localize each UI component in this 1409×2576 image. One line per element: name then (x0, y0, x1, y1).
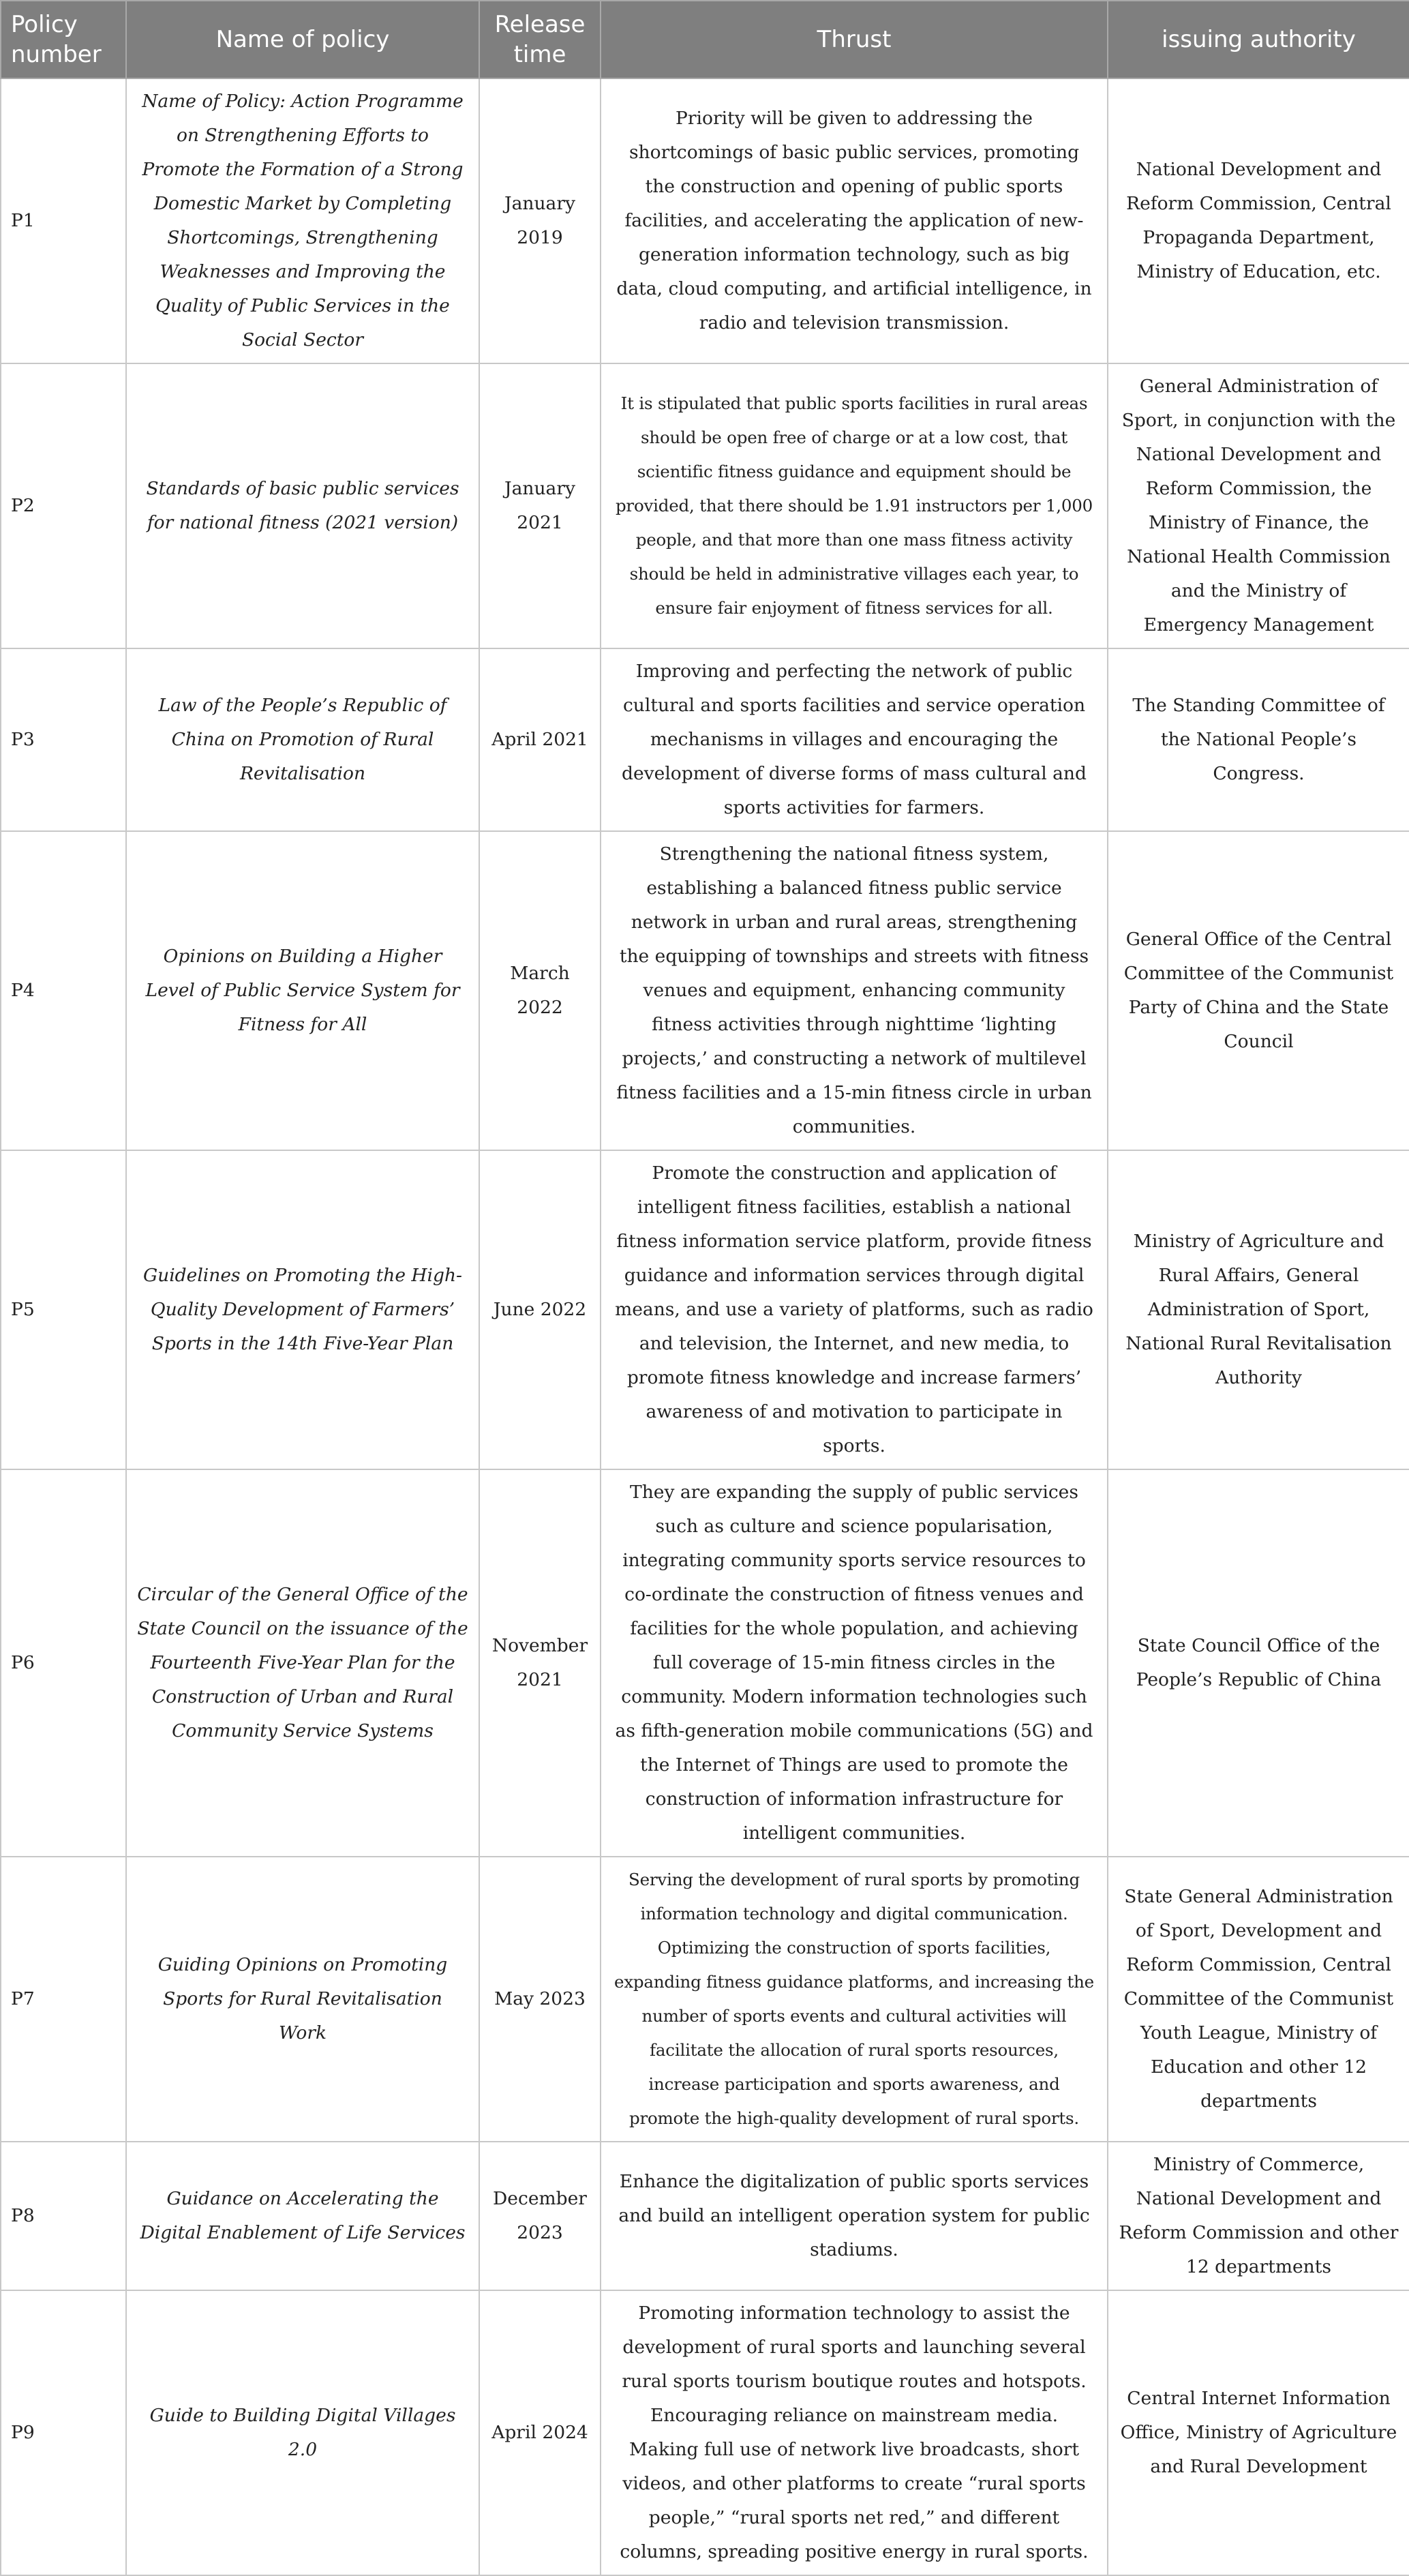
policy-number-cell: P2 (1, 363, 126, 648)
policy-number-cell: P7 (1, 1857, 126, 2142)
thrust-cell: Improving and perfecting the network of public cultural and sports facilities and service operation mechanisms in villages and encouraging the development of diverse forms of mass cultural and sports activities for farmers. (601, 648, 1108, 831)
issuing-authority-cell: Ministry of Agriculture and Rural Affairs, General Administration of Sport, National Rural Revitalisation Authority (1108, 1150, 1409, 1469)
release-time-cell: January 2021 (479, 363, 601, 648)
table-row (1, 363, 1409, 648)
thrust-cell: Enhance the digitalization of public sports services and build an intelligent operation system for public stadiums. (601, 2142, 1108, 2290)
policy-name-cell: Circular of the General Office of the State Council on the issuance of the Fourteenth Five-Year Plan for the Construction of Urban and Rural Community Service Systems (126, 1469, 479, 1857)
header-issuing-authority: issuing authority (1108, 1, 1409, 78)
header-name-of-policy: Name of policy (126, 1, 479, 78)
thrust-cell: Priority will be given to addressing the shortcomings of basic public services, promoting the construction and opening of public sports facilities, and accelerating the application of new-generation information technology, such as big data, cloud computing, and artificial intelligence, in radio and television transmission. (601, 78, 1108, 363)
issuing-authority-cell: The Standing Committee of the National People’s Congress. (1108, 648, 1409, 831)
policy-number-cell: P8 (1, 2142, 126, 2290)
thrust-cell: Promote the construction and application of intelligent fitness facilities, establish a national fitness information service platform, provide fitness guidance and information services through digital means, and use a variety of platforms, such as radio and television, the Internet, and new media, to promote fitness knowledge and increase farmers’ awareness of and motivation to participate in sports. (601, 1150, 1108, 1469)
issuing-authority-cell: Central Internet Information Office, Ministry of Agriculture and Rural Development (1108, 2290, 1409, 2575)
table-row (1, 2142, 1409, 2290)
header-row (1, 1, 1409, 78)
table-row (1, 78, 1409, 363)
table-row (1, 648, 1409, 831)
release-time-cell: April 2021 (479, 648, 601, 831)
policy-number-cell: P3 (1, 648, 126, 831)
policy-name-cell: Guidelines on Promoting the High-Quality Development of Farmers’ Sports in the 14th Five-Year Plan (126, 1150, 479, 1469)
thrust-cell: Promoting information technology to assist the development of rural sports and launching several rural sports tourism boutique routes and hotspots. Encouraging reliance on mainstream media. Making full use of network live broadcasts, short videos, and other platforms to create “rural sports people,” “rural sports net red,” and different columns, spreading positive energy in rural sports. (601, 2290, 1108, 2575)
header-policy-number: Policy number (1, 1, 126, 78)
policy-number-cell: P4 (1, 831, 126, 1150)
table-row (1, 831, 1409, 1150)
table-row (1, 1469, 1409, 1857)
issuing-authority-cell: General Office of the Central Committee of the Communist Party of China and the State Council (1108, 831, 1409, 1150)
release-time-cell: November 2021 (479, 1469, 601, 1857)
release-time-cell: January 2019 (479, 78, 601, 363)
policy-name-cell: Opinions on Building a Higher Level of Public Service System for Fitness for All (126, 831, 479, 1150)
policy-name-cell: Standards of basic public services for national fitness (2021 version) (126, 363, 479, 648)
table-row (1, 1857, 1409, 2142)
release-time-cell: May 2023 (479, 1857, 601, 2142)
issuing-authority-cell: National Development and Reform Commission, Central Propaganda Department, Ministry of Education, etc. (1108, 78, 1409, 363)
policy-number-cell: P6 (1, 1469, 126, 1857)
release-time-cell: March 2022 (479, 831, 601, 1150)
release-time-cell: June 2022 (479, 1150, 601, 1469)
header-release-time: Release time (479, 1, 601, 78)
policy-name-cell: Guidance on Accelerating the Digital Enablement of Life Services (126, 2142, 479, 2290)
issuing-authority-cell: Ministry of Commerce, National Development and Reform Commission and other 12 departments (1108, 2142, 1409, 2290)
table-row (1, 1150, 1409, 1469)
header-thrust: Thrust (601, 1, 1108, 78)
thrust-cell: Strengthening the national fitness system, establishing a balanced fitness public service network in urban and rural areas, strengthening the equipping of townships and streets with fitness venues and equipment, enhancing community fitness activities through nighttime ‘lighting projects,’ and constructing a network of multilevel fitness facilities and a 15-min fitness circle in urban communities. (601, 831, 1108, 1150)
policy-number-cell: P1 (1, 78, 126, 363)
issuing-authority-cell: State General Administration of Sport, Development and Reform Commission, Central Committee of the Communist Youth League, Ministry of Education and other 12 departments (1108, 1857, 1409, 2142)
issuing-authority-cell: State Council Office of the People’s Republic of China (1108, 1469, 1409, 1857)
policy-name-cell: Law of the People’s Republic of China on Promotion of Rural Revitalisation (126, 648, 479, 831)
thrust-cell: Serving the development of rural sports by promoting information technology and digital communication. Optimizing the construction of sports facilities, expanding fitness guidance platforms, and increasing the number of sports events and cultural activities will facilitate the allocation of rural sports resources, increase participation and sports awareness, and promote the high-quality development of rural sports. (601, 1857, 1108, 2142)
policy-name-cell: Guide to Building Digital Villages 2.0 (126, 2290, 479, 2575)
thrust-cell: They are expanding the supply of public services such as culture and science popularisation, integrating community sports service resources to co-ordinate the construction of fitness venues and facilities for the whole population, and achieving full coverage of 15-min fitness circles in the community. Modern information technologies such as fifth-generation mobile communications (5G) and the Internet of Things are used to promote the construction of information infrastructure for intelligent communities. (601, 1469, 1108, 1857)
issuing-authority-cell: General Administration of Sport, in conjunction with the National Development and Reform Commission, the Ministry of Finance, the National Health Commission and the Ministry of Emergency Management (1108, 363, 1409, 648)
policy-number-cell: P5 (1, 1150, 126, 1469)
policy-name-cell: Name of Policy: Action Programme on Strengthening Efforts to Promote the Formation of a Strong Domestic Market by Completing Shortcomings, Strengthening Weaknesses and Improving the Quality of Public Services in the Social Sector (126, 78, 479, 363)
release-time-cell: December 2023 (479, 2142, 601, 2290)
thrust-cell: It is stipulated that public sports facilities in rural areas should be open free of charge or at a low cost, that scientific fitness guidance and equipment should be provided, that there should be 1.91 instructors per 1,000 people, and that more than one mass fitness activity should be held in administrative villages each year, to ensure fair enjoyment of fitness services for all. (601, 363, 1108, 648)
table-row (1, 2290, 1409, 2575)
policy-number-cell: P9 (1, 2290, 126, 2575)
release-time-cell: April 2024 (479, 2290, 601, 2575)
policy-name-cell: Guiding Opinions on Promoting Sports for Rural Revitalisation Work (126, 1857, 479, 2142)
